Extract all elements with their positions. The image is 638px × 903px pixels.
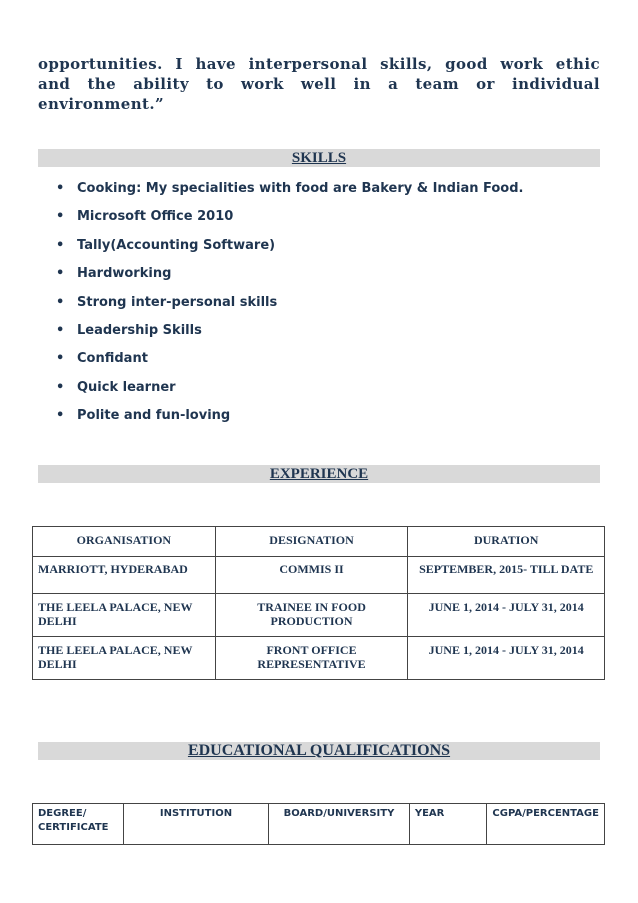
skill-item	[56, 265, 523, 293]
table-row	[33, 594, 605, 637]
table-row	[33, 637, 605, 680]
duration-cell: JUNE 1, 2014 - JULY 31, 2014	[408, 594, 605, 637]
skill-text: Tally(Accounting Software)	[77, 237, 276, 253]
objective-paragraph	[38, 54, 600, 114]
bullet-icon: •	[56, 181, 65, 196]
skills-list	[56, 180, 523, 436]
experience-heading: EXPERIENCE	[38, 465, 600, 483]
skill-text: Hardworking	[77, 266, 172, 282]
bullet-icon: •	[56, 322, 65, 338]
skill-item	[56, 379, 523, 407]
experience-column-header: DESIGNATION	[215, 527, 408, 557]
education-column-header: BOARD/UNIVERSITY	[269, 804, 410, 845]
organisation-cell: THE LEELA PALACE, NEW DELHI	[33, 637, 216, 680]
education-column-header: CGPA/PERCENTAGE	[487, 804, 605, 845]
skill-text: Cooking: My specialities with food are Bakery & Indian Food.	[77, 181, 524, 196]
objective-line-2: ability to work well in a team or individual environment.”	[38, 75, 601, 113]
objective-line-1: opportunities. I have interpersonal skills, good work ethic and the	[38, 55, 600, 93]
bullet-icon: •	[56, 209, 65, 225]
bullet-icon: •	[56, 266, 65, 282]
skill-item	[56, 180, 523, 208]
designation-cell: FRONT OFFICE REPRESENTATIVE	[215, 637, 408, 680]
skill-text: Microsoft Office 2010	[77, 209, 234, 225]
duration-cell: JUNE 1, 2014 - JULY 31, 2014	[408, 637, 605, 680]
education-column-header: INSTITUTION	[123, 804, 268, 845]
education-header-row	[33, 804, 605, 845]
skill-text: Strong inter-personal skills	[77, 294, 278, 310]
organisation-cell: THE LEELA PALACE, NEW DELHI	[33, 594, 216, 637]
organisation-cell: MARRIOTT, HYDERABAD	[33, 557, 216, 594]
experience-table	[32, 526, 605, 680]
experience-column-header: DURATION	[408, 527, 605, 557]
duration-cell: SEPTEMBER, 2015- TILL DATE	[408, 557, 605, 594]
bullet-icon: •	[56, 408, 65, 424]
bullet-icon: •	[56, 237, 65, 253]
skill-item	[56, 350, 523, 378]
education-heading: EDUCATIONAL QUALIFICATIONS	[38, 742, 600, 760]
skill-text: Polite and fun-loving	[77, 408, 231, 424]
skill-item	[56, 208, 523, 236]
table-row	[33, 557, 605, 594]
skill-text: Confidant	[77, 351, 148, 367]
bullet-icon: •	[56, 351, 65, 367]
bullet-icon: •	[56, 379, 65, 395]
skill-item	[56, 407, 523, 435]
skills-heading: SKILLS	[38, 149, 600, 167]
skill-item	[56, 294, 523, 322]
education-column-header: YEAR	[409, 804, 487, 845]
skill-text: Quick learner	[77, 379, 176, 395]
education-column-header: DEGREE/ CERTIFICATE	[33, 804, 124, 845]
skill-text: Leadership Skills	[77, 322, 202, 338]
skill-item	[56, 237, 523, 265]
experience-column-header: ORGANISATION	[33, 527, 216, 557]
skill-item	[56, 322, 523, 350]
experience-header-row	[33, 527, 605, 557]
education-table	[32, 803, 605, 845]
designation-cell: COMMIS II	[215, 557, 408, 594]
bullet-icon: •	[56, 294, 65, 310]
designation-cell: TRAINEE IN FOOD PRODUCTION	[215, 594, 408, 637]
